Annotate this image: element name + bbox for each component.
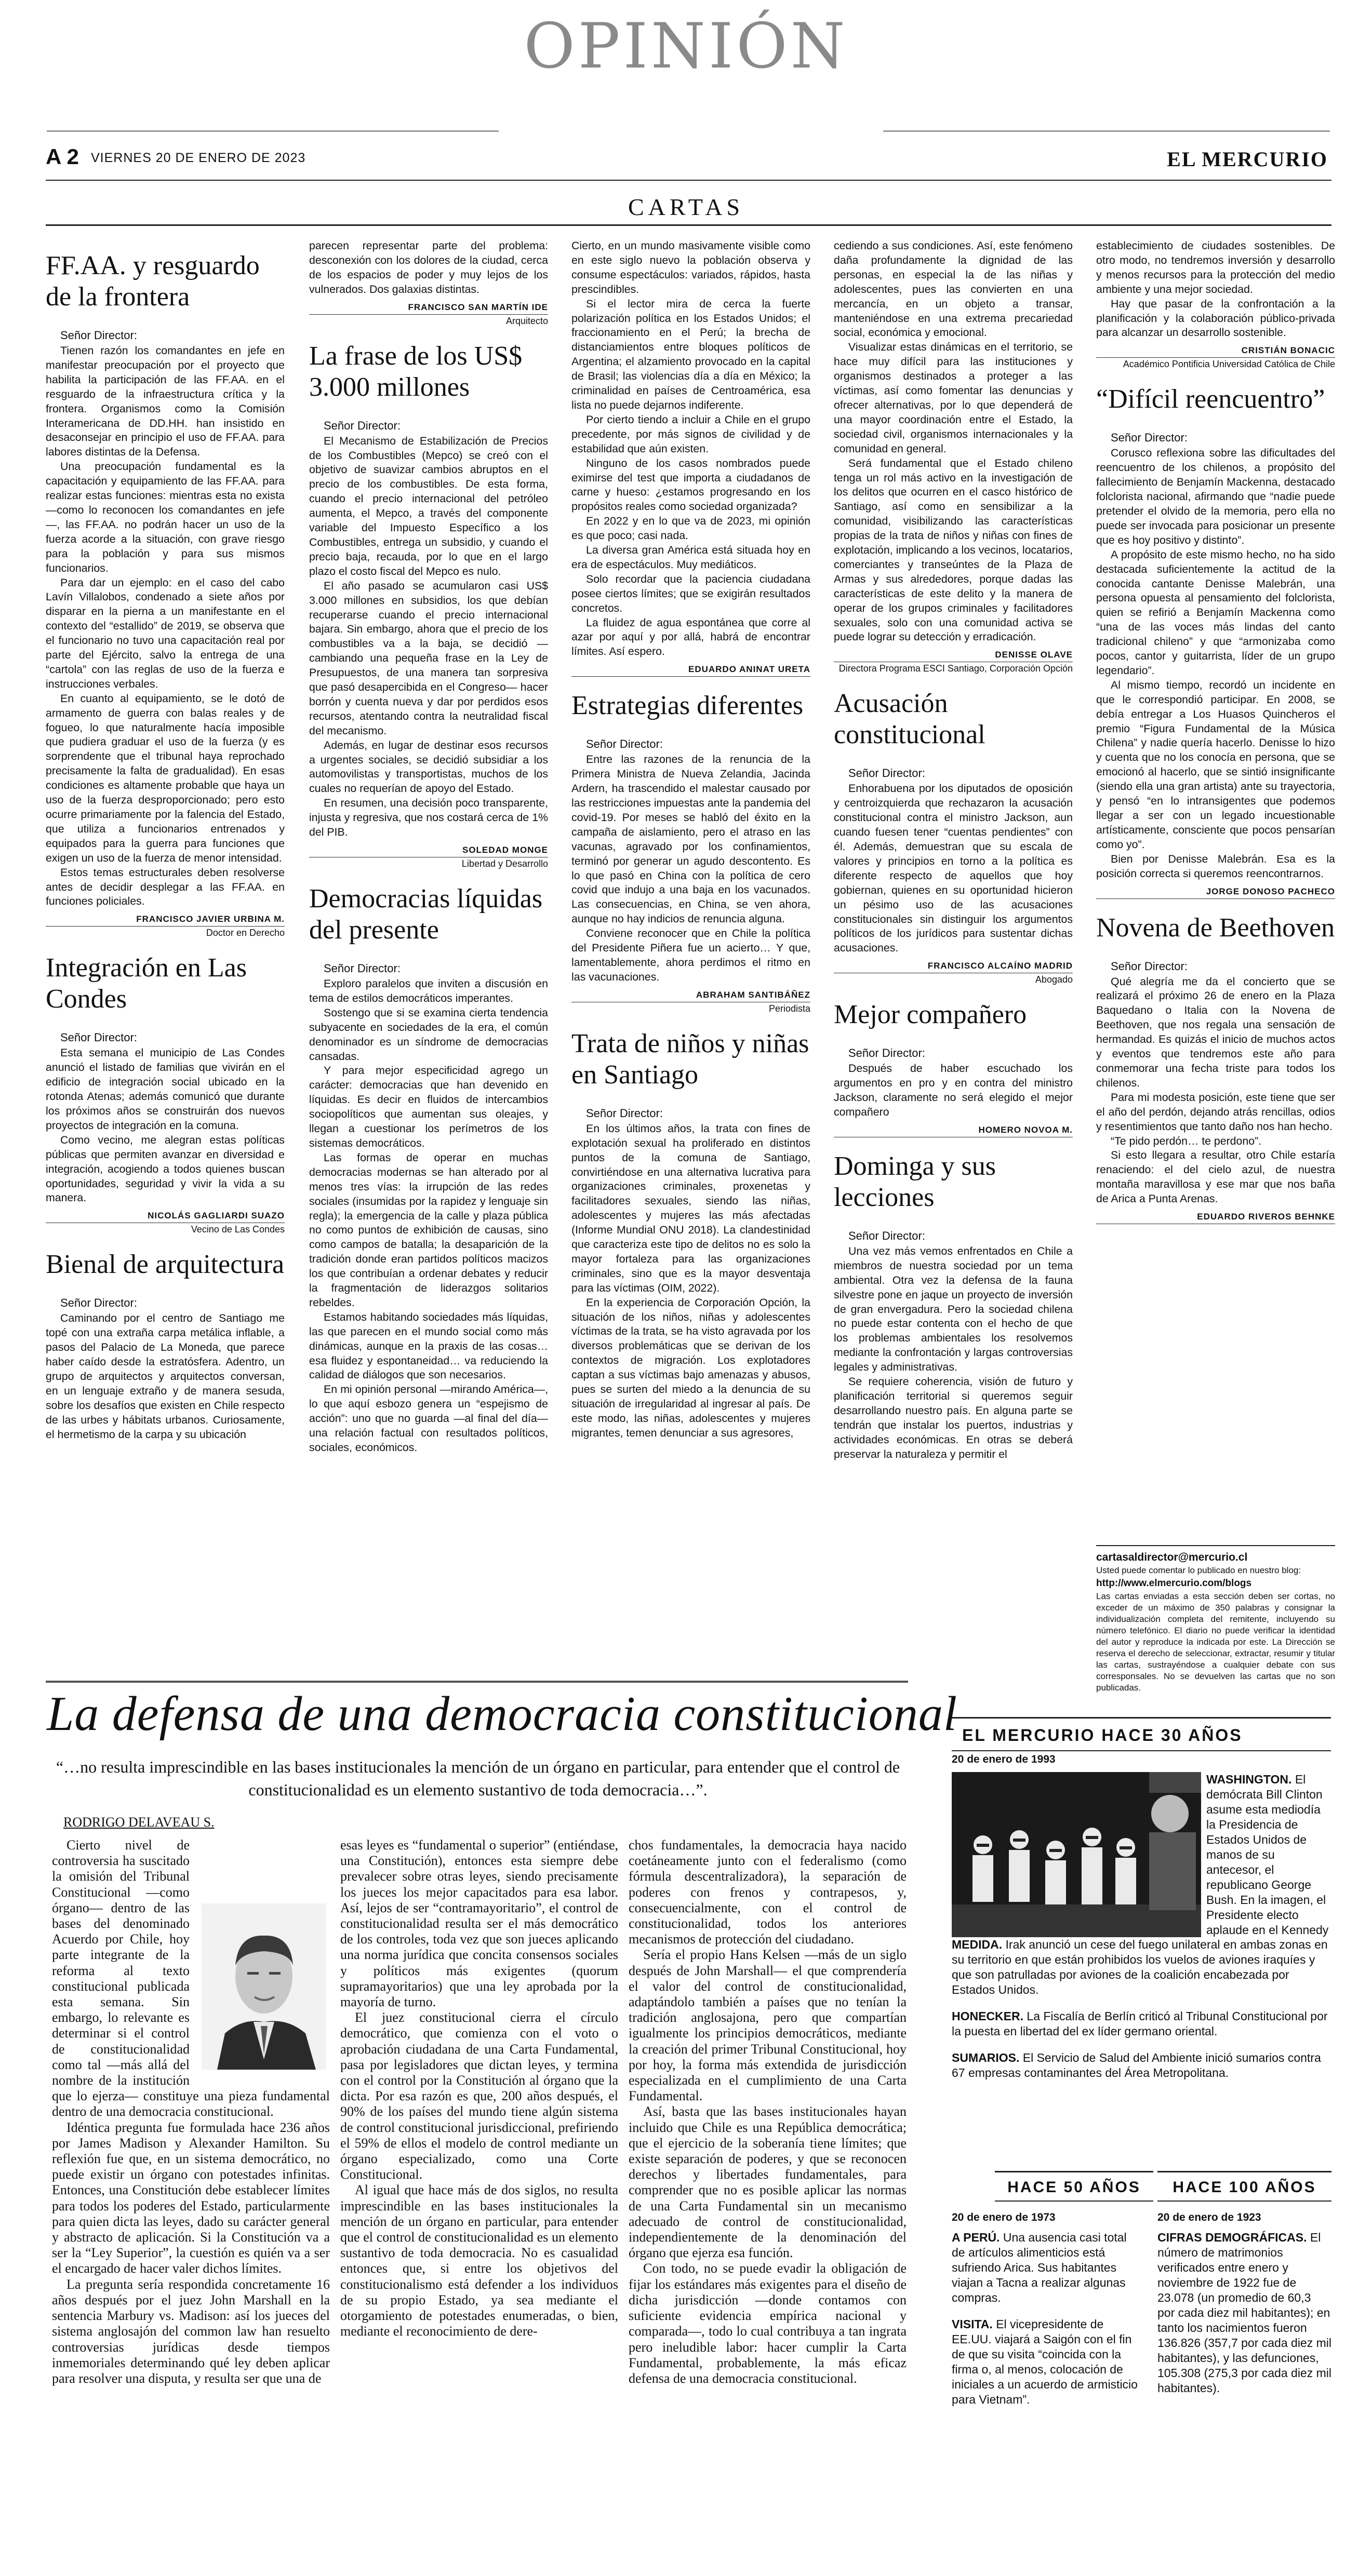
editorial-paragraph: Sería el propio Hans Kelsen —más de un siglo después de John Marshall— el que comprendería el valor del control de constitucionalidad, adaptándolo también a países que no tenían la tradición anglosajona, pero que compartían igualmente los principios democráticos, mediante la creación del primer Tribunal Constitucional, hoy por hoy, la forma más extendida de jurisdicción especializada en el cumplimiento de una Carta Fundamental. [629,1947,907,2104]
letter [834,999,1073,1137]
letter-paragraph: Se requiere coherencia, visión de futuro y planificación territorial si queremos seguir desarrollando nuestro país. En alguna parte se tendrán que instalar los puertos, industrias y actividades económicas. En otras se deberá preservar la naturaleza y permitir el [834,1375,1073,1460]
letter-signature: SOLEDAD MONGE [309,845,548,857]
sidebar-item [1206,1772,1331,1937]
letter-paragraph: Solo recordar que la paciencia ciudadana posee ciertos límites; que se exigirán resultados concretos. [571,572,810,614]
letter-title: “Difícil reencuentro” [1096,384,1325,414]
letter-signature: FRANCISCO JAVIER URBINA M. [46,914,285,927]
section-title: OPINIÓN [524,10,848,83]
editorial-top-rule [46,1681,908,1683]
letter-title: La frase de los US$ 3.000 millones [309,341,523,402]
letter-signature: HOMERO NOVOA M. [834,1125,1073,1137]
letter-paragraph: Hay que pasar de la confrontación a la planificación y la colaboración público-privada para alcanzar un desarrollo sostenible. [1096,297,1335,339]
letter-paragraph: Como vecino, me alegran estas políticas públicas que permiten avanzar en diversidad e integración, acogiendo a todos quienes buscan oportunidades, seguridad y vivir la vida a su manera. [46,1133,285,1204]
letter-paragraph: Tienen razón los comandantes en jefe en manifestar preocupación por el proyecto que habilita la participación de las FF.AA. en el resguardo de la infraestructura crítica y la frontera. Organismos como la Comisión Interamericana de DD.HH. han insistido en desaconsejar en principio el uso de FF.AA. para labores distintas de la Defensa. [46,344,285,459]
editorial-paragraph: Así, basta que las bases institucionales hayan incluido que Chile es una República democrática; que el ejercicio de la soberanía tiene límites; que existe separación de poderes, y que se reconocen derechos y libertades fundamentales, para comprender que no es posible aplicar las normas de una Carta Fundamental sin un mecanismo adecuado de control de constitucionalidad, independientemente de la denominación del órgano que ejerza esa función. [629,2104,907,2261]
letter-author-role: Libertad y Desarrollo [461,858,548,869]
letter [571,1028,810,1441]
letter-title: Novena de Beethoven [1096,913,1335,943]
letter-paragraph: Sostengo que si se examina cierta tendencia subyacente en sociedades de la era, el común denominador es un síndrome de democracias cansadas. [309,1006,548,1063]
letter-paragraph: El año pasado se acumularon casi US$ 3.000 millones en subsidios, los que debían recuperarse cuando el precio internacional bajara. Sin embargo, ahora que el precio de los combustibles va a la baja, se decidió —cambiando una pequeña frase en la Ley de Presupuestos, de una manera tan sorpresiva que pasó desapercibida en el Congreso— hacer borrón y cuenta nueva y dar por perdidos esos recursos, atentando contra la neutralidad fiscal del mecanismo. [309,579,548,737]
letter-title: Estrategias diferentes [571,691,804,721]
letter-paragraph: A propósito de este mismo hecho, no ha sido destacada suficientemente la actitud de la conocida cantante Denisse Malebrán, una persona opuesta al pensamiento del folclorista, quien se refirió a Benjamín Mackenna como “una de las voces más lindas del canto tradicional chileno” y que “armonizaba como pocos, cantor y guitarrista, líder de un grupo legendario”. [1096,548,1335,677]
letter-paragraph: Visualizar estas dinámicas en el territorio, se hace muy difícil para las instituciones y organismos destinados a proteger a las víctimas, así como fomentar las denuncias y ofrecer alternativas, por lo que dependerá de una mayor coordinación entre el Estado, la sociedad civil, organismos internacionales y la comunidad en general. [834,341,1073,455]
letter-paragraph: En cuanto al equipamiento, se le dotó de armamento de guerra con balas reales y de fogueo, lo que naturalmente hacía imposible que pudiera graduar el uso de la fuerza (y es sorprendente que el tribunal haya reprochado precisamente la falta de gradualidad). En esas condiciones es altamente probable que haya un uso de la fuerza desproporcionado; pero esto ocurre primariamente por la falencia del Estado, que utiliza a funcionarios entrenados y equipados para la guerra para funciones que exigen un uso de la fuerza de menor intensidad. [46,692,285,864]
letter-salutation: Señor Director: [324,962,401,975]
letter-paragraph: Caminando por el centro de Santiago me topé con una extraña carpa metálica inflable, a pasos del Palacio de La Moneda, que parece haber caído desde la estratósfera. Adentro, un grupo de arquitectos y arquitectos conversan, en un lenguaje extraño y de manera sesuda, sobre los desafíos que existen en Chile respecto de las urbes y hábitats urbanos. Curiosamente, el hermetismo de la carpa y su ubicación [46,1312,285,1441]
letter-paragraph: En 2022 y en lo que va de 2023, mi opinión es que poco; casi nada. [571,515,810,542]
letter [834,688,1073,986]
letter-title: Democracias líquidas del presente [309,884,543,945]
letter-signature: EDUARDO RIVEROS BEHNKE [1096,1212,1335,1224]
letter-salutation: Señor Director: [60,329,137,342]
submission-rules: Las cartas enviadas a esta sección deben ser cortas, no exceder de un máximo de 350 palabras y consignar la individualización completa del remitente, incluyendo su número telefónico. El diario no puede verificar la identidad del autor y reproduce la indicada por este. La Dirección se reserva el derecho de seleccionar, extractar, resumir y titular las cartas, sustrayéndose a cualquier debate con sus corresponsales. No se devuelven las cartas que no son publicadas. [1096,1591,1335,1693]
editorial-paragraph: Cierto nivel de controversia ha suscitado la omisión del Tribunal Constitucional —como órgano— dentro de las bases del denominado Acuerdo por Chile, hoy parte integrante de la reforma al texto constitucional publicada esta semana. Sin embargo, lo relevante es determinar si el control de constitucionalidad como tal —más allá del nombre de la institución que lo ejerza— constituye una pieza fundamental dentro de una democracia constitucional. [52,1837,330,2119]
sidebar-item [952,1937,1331,1997]
letter-signature: ABRAHAM SANTIBÁÑEZ [571,990,810,1002]
editorial-paragraph: Idéntica pregunta fue formulada hace 236 años por James Madison y Alexander Hamilton. Su reflexión fue que, en un sistema democrático, no puede existir un órgano con potestades infinitas. Entonces, una Constitución debe establecer límites para todos los poderes del Estado, particularmente para quien dicta las leyes, dado su carácter general y abstracto de aplicación. Si la Constitución va a ser la “Ley Superior”, la cuestión es quién va a ser el encargado de hacer valer dichos límites. [52,2119,330,2276]
sidebar-item-key: VISITA. [952,2317,993,2331]
letter-paragraph: En resumen, una decisión poco transparente, injusta y regresiva, que nos costará cerca de 1% del PIB. [309,797,548,839]
letter-paragraph: En mi opinión personal —mirando América—, lo que aquí esbozo genera un “espejismo de acción”: uno que no guarda —al final del día— una relación factual con resultados políticos, sociales, económicos. [309,1383,548,1454]
masthead-rule-left [47,130,499,132]
editorial-author: RODRIGO DELAVEAU S. [63,1815,215,1830]
letter-paragraph: Exploro paralelos que inviten a discusión en tema de estilos democráticos imperantes. [309,977,548,1004]
letter-paragraph: cediendo a sus condiciones. Así, este fenómeno daña profundamente la dignidad de las personas, en especial la de las niñas y adolescentes, pues las convierten en una mercancía, en un objeto a transar, manteniéndose en una extrema precariedad social, económica y emocional. [834,239,1073,339]
sidebar-date-30: 20 de enero de 1993 [952,1753,1056,1765]
blog-url-link[interactable]: http://www.elmercurio.com/blogs [1096,1578,1252,1589]
editorial-paragraph: esas leyes es “fundamental o superior” (entiéndase, una Constitución), entonces esta siempre debe prevalecer sobre otras leyes, siendo precisamente los jueces los mejor capacitados para esa labor. Así, lejos de ser “contramayoritario”, el control de constitucionalidad resulta ser el más democrático de los controles, toda vez que son jueces aplicando una norma jurídica que concita consensos sociales y políticos más exigentes (quorum supramayoritarios) que una ley aprobada por la mayoría de turno. [340,1837,618,2010]
sidebar-date-50: 20 de enero de 1973 [952,2211,1056,2223]
letter-title: Mejor compañero [834,1000,1027,1030]
sidebar-item-text: El número de matrimonios verificados entre enero y noviembre de 1922 fue de 23.078 (un promedio de 60,3 por cada diez mil habitantes); en tanto los nacimientos fueron 136.826 (357,7 por cada diez mil habitantes), y las defunciones, 105.308 (275,3 por cada diez mil habitantes). [1157,2231,1331,2395]
letter-title: Acusación constitucional [834,689,985,750]
sidebar-item [1157,2230,1331,2396]
newspaper-brand: EL MERCURIO [1167,147,1328,171]
letter-title: FF.AA. y resguardo de la frontera [46,251,260,312]
letters-column-3 [571,239,810,1688]
page-number: A 2 [46,144,79,169]
letter [46,250,285,939]
author-portrait [196,1903,326,2070]
letters-column-2 [309,239,548,1688]
letter-salutation: Señor Director: [586,1106,663,1120]
letter [309,883,548,1455]
letter-signature: JORGE DONOSO PACHECO [1096,887,1335,899]
letter-paragraph: Además, en lugar de destinar esos recursos a urgentes sociales, se decidió subsidiar a los automovilistas y transportistas, muchos de los cuales no requerían de apoyo del Estado. [309,739,548,795]
editorial-paragraph: Con todo, no se puede evadir la obligación de fijar los estándares más exigentes para el diseño de dicha jurisdicción —donde contamos con suficiente evidencia empírica nacional y comparada—, todo lo cual contribuya a tan ingrata pero ineludible labor: hacer cumplir la Carta Fundamental, probablemente, la más eficaz defensa de una democracia constitucional. [629,2261,907,2386]
letter-author-role: Arquitecto [505,315,548,326]
letter-paragraph: Esta semana el municipio de Las Condes anunció el listado de familias que vivirán en el edificio de integración social ubicado en la rotonda Atenas; además comunicó que durante los próximos años se construirán dos nuevos proyectos de integración en la comuna. [46,1046,285,1132]
letter-salutation: Señor Director: [60,1031,137,1044]
letter-paragraph: Estos temas estructurales deben resolverse antes de decidir desplegar a las FF.AA. en funciones policiales. [46,866,285,908]
letter-paragraph: Una vez más vemos enfrentados en Chile a miembros de nuestra sociedad por un tema ambiental. Otra vez la defensa de la fauna silvestre pone en jaque un proyecto de inversión de gran envergadura. Pero la sociedad chilena no puede estar contenta con el hecho de que los problemas ambientales los resolvemos mediante la confrontación y largas controversias legales y administrativas. [834,1244,1073,1374]
letter [571,690,810,1015]
cartas-divider [46,224,1331,226]
letter-paragraph: Para dar un ejemplo: en el caso del cabo Lavín Villalobos, condenado a siete años por disparar en la pierna a un manifestante en el contexto del “estallido” de 2019, se observa que el funcionario no tuvo una capacitación real por parte del Ejército, salvo la entrega de una “cartola” con las reglas de uso de la fuerza e instrucciones verbales. [46,576,285,690]
letter-author-role: Doctor en Derecho [206,928,285,938]
editorial-paragraph: El juez constitucional cierra el círculo democrático, que comienza con el voto o aprobación ciudadana de una Carta Fundamental, pasa por legisladores que dictan leyes, y termina con el control por la Constitución al órgano que la dicta. Por esa razón es que, 200 años después, el 90% de los países del mundo tiene algún sistema de control constitucional jurisdiccional, prefiriendo el 59% de ellos el modelo de control mediante un órgano especializado, como una Corte Constitucional. [340,2010,618,2182]
letters-column-1 [46,239,285,1688]
letter-paragraph: La fluidez de agua espontánea que corre al azar por aquí y por allá, habrá de encontrar límites. Así espero. [571,616,810,658]
sidebar-item-text: Irak anunció un cese del fuego unilateral en ambas zonas en su territorio en que están prohibidos los vuelos de aviones iraquíes y que son patrulladas por aviones de la coalición encabezada por Estados Unidos. [952,1938,1328,1996]
sidebar-item [952,2009,1331,2039]
masthead-rule-right [883,130,1330,132]
letter-signature: NICOLÁS GAGLIARDI SUAZO [46,1211,285,1223]
letter-paragraph: Una preocupación fundamental es la capacitación y equipamiento de las FF.AA. para realizar estas funciones: mientras esta no exista —como lo reconocen los comandantes en jefe—, las FF.AA. no podrán hacer un uso de la fuerza acorde a la situación, con grave riesgo para la población y para sus mismos funcionarios. [46,460,285,574]
letter-salutation: Señor Director: [848,767,925,780]
letter-signature: FRANCISCO ALCAÍNO MADRID [834,961,1073,973]
letter [834,1151,1073,1462]
sidebar-item [952,2050,1331,2081]
letter-author-role: Periodista [768,1003,810,1014]
editor-email-link[interactable]: cartasaldirector@mercurio.cl [1096,1551,1248,1563]
sidebar-100-text [1157,2230,1331,2407]
letter-paragraph: Si esto llegara a resultar, otro Chile estaría renaciendo: el del cielo azul, de nuestra montaña maravillosa y ese mar que nos baña de Arica a Punta Arenas. [1096,1149,1335,1205]
subsection-title: CARTAS [628,194,744,220]
letter-paragraph: Si el lector mira de cerca la fuerte polarización política en los Estados Unidos; el fraccionamiento en el Perú; la brecha de distanciamientos entre bloques políticos de Argentina; el alzamiento provocado en la capital de Brasil; las violencias día a día en México; la criminalidad en países de Centroamérica, esa lista no puede dejarnos indiferente. [571,297,810,411]
letter-paragraph: El Mecanismo de Estabilización de Precios de los Combustibles (Mepco) se creó con el objetivo de suavizar cambios abruptos en el precio de los combustibles. De esta forma, cuando el precio internacional del petróleo aumenta, el Mepco, a través del componente variable del Impuesto Específico a los Combustibles, entrega un subsidio, y cuando el precio baja, recauda, por lo que en el largo plazo el costo fiscal del Mepco es nulo. [309,434,548,578]
sidebar-30-text [952,1772,1331,2079]
sidebar-item-key: HONECKER. [952,2009,1024,2023]
sidebar-item-key: WASHINGTON. [1206,1773,1292,1786]
letter-paragraph: establecimiento de ciudades sostenibles. De otro modo, no tendremos inversión y desarrollo y menos recursos para la protección del medio ambiente y una mejor sociedad. [1096,239,1335,296]
letter-paragraph: Corusco reflexiona sobre las dificultades del reencuentro de los chilenos, a propósito del fallecimiento de Benjamín Mackenna, destacado folclorista nacional, afirmando que “nadie puede pretender el olvido de la memoria, pero ella no puede ser invocada para posicionar un presente que es hoy positivo y distinto”. [1096,447,1335,546]
editorial-pull-quote: “…no resulta imprescindible en las bases institucionales la mención de un órgano en particular, para entender que el control de constitucionalidad es un elemento sustantivo de toda democracia…”. [56,1757,900,1799]
letters-column-4 [834,239,1073,1688]
editorial-column-2 [340,1837,618,2544]
letter-paragraph: Para mi modesta posición, este tiene que ser el año del perdón, dejando atrás rencillas, odios y resentimientos que tanto daño nos han hecho. [1096,1091,1335,1133]
letter-paragraph: Conviene reconocer que en Chile la política del Presidente Piñera fue un acierto… Y que, lamentablemente, ahora perdimos el ritmo en las vacunaciones. [571,927,810,983]
letters-column-5 [1096,239,1335,1537]
letter [571,239,810,677]
sidebar-item [952,2317,1139,2407]
letter-signature: DENISSE OLAVE [834,650,1073,662]
blog-note: Usted puede comentar lo publicado en nuestro blog: [1096,1565,1301,1575]
letter-author-role: Académico Pontificia Universidad Católica de Chile [1123,359,1335,370]
letter-paragraph: Al mismo tiempo, recordó un incidente en que le correspondió participar. En 2008, se debía entregar a Los Huasos Quincheros el premio “Figura Fundamental de la Música Chilena” y nadie quería hacerlo. Denisse lo hizo y cuenta que no los conocía en persona, que se emocionó al hacerlo, que se sintió insignificante (siendo ella una gran artista) ante su trayectoria, y pensó “en lo intransigentes que podemos llegar a ser con un legado incuestionable artísticamente, consciente que pocos pensarían como yo”. [1096,678,1335,851]
hace-50-header: HACE 50 AÑOS [995,2171,1153,2202]
letter-paragraph: Después de haber escuchado los argumentos en pro y en contra del ministro Jackson, claramente no será elegido el mejor compañero [834,1062,1073,1118]
letter-salutation: Señor Director: [848,1046,925,1060]
letter-paragraph: “Te pido perdón… te perdono”. [1111,1134,1262,1147]
page-date: VIERNES 20 DE ENERO DE 2023 [91,151,306,165]
editorial-paragraph: La pregunta sería respondida concretamente 16 años después por el juez John Marshall en la sentencia Marbury vs. Madison: así los jueces del sistema anglosajón del common law han resuelto controversias jurídicas desde tiempos inmemoriales determinando qué ley deben aplicar para resolver una disputa, y resulta ser que una de [52,2276,330,2386]
letter-paragraph: Estamos habitando sociedades más líquidas, las que parecen en el mundo social como más dinámicas, aunque en la praxis de las cosas… esa fluidez y espontaneidad… va reduciendo la calidad de diálogos que son necesarios. [309,1310,548,1381]
editorial-paragraph: chos fundamentales, la democracia haya nacido coetáneamente junto con el federalismo (como fórmula descentralizadora), la separación de poderes con frenos y contrapesos, y, consecuencialmente, con el control de constitucionalidad, todos los anteriores mecanismos de protección del ciudadano. [629,1837,907,1947]
letter-paragraph: Será fundamental que el Estado chileno tenga un rol más activo en la investigación de los delitos que ocurren en el casco histórico de Santiago, así como en sensibilizar a la comunidad, visibilizando las características propias de la trata de niños y niñas con fines de explotación, implicando a los vecinos, locatarios, comerciantes y transeúntes de la Plaza de Armas y sus alrededores, porque dadas las características de este delito y la manera de operar de los grupos criminales y facilitadores sexuales, solo con una comunidad activa se puede lograr su detección y erradicación. [834,457,1073,643]
letter-paragraph: La diversa gran América está situada hoy en era de espectáculos. Muy mediáticos. [571,544,810,571]
sidebar-item-text: El vicepresidente de EE.UU. viajará a Saigón con el fin de que su visita “coincida con la firma o, al menos, colocación de iniciales a un acuerdo de armisticio para Vietnam”. [952,2317,1138,2406]
editorial-title: La defensa de una democracia constitucional [47,1687,957,1741]
letter-title: Trata de niños y niñas en Santiago [571,1028,809,1090]
sidebar-item-key: MEDIDA. [952,1938,1003,1951]
letter-salutation: Señor Director: [586,737,663,751]
letter-title: Bienal de arquitectura [46,1250,285,1280]
letter-paragraph: Enhorabuena por los diputados de oposición y centroizquierda que rechazaron la acusación constitucional contra el ministro Jackson, aun cuando fuesen tener “cuentas pendientes” con él. Además, demuestran que su escala de valores y principios en torno a la política es diferente respecto de aquellos que hoy gobiernan, quienes en su oportunidad hicieron un pésimo uso de las acusaciones constitucionales sin distinguir los argumentos políticos de los jurídicos para sustentar dichas acusaciones. [834,782,1073,955]
sidebar-50-text [952,2230,1139,2419]
sidebar-header: EL MERCURIO HACE 30 AÑOS [952,1717,1331,1751]
letter-signature: EDUARDO ANINAT URETA [571,664,810,677]
letter-salutation: Señor Director: [324,419,401,432]
sidebar-item-key: SUMARIOS. [952,2051,1020,2064]
letter-paragraph: parecen representar parte del problema: desconexión con los dolores de la ciudad, cerca de los espacios de poder y muy lejos de los vulnerados. Dos galaxias distintas. [309,239,548,296]
letter-author-role: Vecino de Las Condes [191,1224,285,1235]
letter [46,952,285,1236]
sidebar-item-key: A PERÚ. [952,2231,1000,2244]
letter [309,239,548,327]
letter-salutation: Señor Director: [848,1229,925,1242]
letter-author-role: Abogado [1035,974,1073,985]
editorial-paragraph: Al igual que hace más de dos siglos, no resulta imprescindible en las bases institucionales la mención de un órgano en particular, para entender que el control de constitucionalidad es un elemento sustantivo de toda democracia. No es casualidad entonces que, si entre los objetivos del constitucionalismo está defender a los individuos de su propio Estado, ya sea mediante el otorgamiento de potestades enumeradas, o bien, mediante el reconocimiento de dere- [340,2182,618,2339]
sidebar-item-text: La Fiscalía de Berlín criticó al Tribunal Constitucional por la puesta en libertad del ex líder germano oriental. [952,2009,1328,2038]
letter-paragraph: Entre las razones de la renuncia de la Primera Ministra de Nueva Zelandia, Jacinda Ardern, ha trascendido el malestar causado por las restricciones impuestas ante la pandemia del covid-19. Por meses se habló del éxito en la campaña de aislamiento, pero el atraso en las vacunas, agravado por los confinamientos, terminó por generar un agudo descontento. Es lo que pasó en China con la política de cero covid que indujo a una baja en los vacunados. Las consecuencias, en China, se ven ahora, aunque no hay indicios de renuncia alguna. [571,753,810,925]
sidebar-item [952,2230,1139,2305]
editorial-column-3 [629,1837,907,2544]
letter-title: Integración en Las Condes [46,953,247,1014]
sidebar-item-text: Una ausencia casi total de artículos alimenticios está sufriendo Arica. Sus habitantes viajan a Tacna a realizar algunas compras. [952,2231,1127,2304]
letter [1096,239,1335,370]
letter-paragraph: En los últimos años, la trata con fines de explotación sexual ha proliferado en distintos puntos de la comuna de Santiago, convirtiéndose en una alternativa lucrativa para organizaciones criminales, proxenetas y facilitadores sexuales, siendo las niñas, adolescentes y mujeres las más afectadas (Informe Mundial ONU 2018). La clandestinidad que caracteriza este tipo de delitos no es solo la mayor fortaleza para las organizaciones criminales, sino que es la mayor desventaja para las víctimas (OIM, 2022). [571,1122,810,1294]
letter-paragraph: Bien por Denisse Malebrán. Esa es la posición correcta si queremos reencontrarnos. [1096,852,1335,880]
letter-salutation: Señor Director: [60,1296,137,1310]
letter-salutation: Señor Director: [1111,959,1188,973]
letter-paragraph: Y para mejor especificidad agrego un carácter: democracias que han devenido en líquidas. Es decir en fluidos de intercambios sociopolíticos que aumentan sus oleajes, y llegan a cuestionar los perímetros de los sistemas democráticos. [309,1064,548,1149]
letter-signature: CRISTIÁN BONACIC [1096,345,1335,358]
sidebar-item-text: El Servicio de Salud del Ambiente inició sumarios contra 67 empresas contaminantes del Área Metropolitana. [952,2051,1321,2079]
letter-paragraph: Ninguno de los casos nombrados puede eximirse del test que importa a ciudadanos de carne y hueso: ¿estamos progresando en los propósitos reales como sociedad organizada? [571,457,810,513]
letter [1096,913,1335,1225]
sidebar-date-100: 20 de enero de 1923 [1157,2211,1261,2223]
letter-author-role: Directora Programa ESCI Santiago, Corporación Opción [838,663,1073,674]
letter [834,239,1073,675]
letter [309,341,548,870]
letter-signature: FRANCISCO SAN MARTÍN IDE [309,302,548,315]
letter-paragraph: Qué alegría me da el concierto que se realizará el próximo 26 de enero en la Plaza Baquedano o Italia con la Novena de Beethoven, que nos regala una sensación de hermandad. Es quizás el inicio de muchos actos y eventos que tendremos este año para conmemorar una fecha triste para todos los chilenos. [1096,975,1335,1089]
letter-paragraph: Las formas de operar en muchas democracias modernas se han alterado por al menos tres vías: la irrupción de las redes sociales (insumidas por la rapidez y lenguaje sin regla); la emergencia de la calle y plaza pública no como puntos de exhibición de causas, sino como campos de batalla; la desaparición de la tradición donde eran partidos políticos macizos los que contribuían a ordenar debates y reducir la fragmentación de liderazgos solitarios rebeldes. [309,1151,548,1309]
sidebar-item-text: El demócrata Bill Clinton asume esta mediodía la Presidencia de Estados Unidos de manos de su antecesor, el republicano George Bush. En la imagen, el Presidente electo aplaude en el Kennedy [1206,1773,1329,1937]
editor-contact-box [1096,1545,1335,1694]
letter-paragraph: En la experiencia de Corporación Opción, la situación de los niños, niñas y adolescentes víctimas de la trata, se ha visto agravada por los diversos problemáticas que se derivan de los contextos de migración. Los explotadores captan a sus víctimas bajo amenazas y abusos, pues se surten del miedo a la denuncia de su situación de irregularidad al ingresar al país. De este modo, las niñas, adolescentes y mujeres migrantes, temen denunciar a sus agresores, [571,1296,810,1439]
letter-salutation: Señor Director: [1111,431,1188,445]
letter-paragraph: Cierto, en un mundo masivamente visible como en este siglo nuevo la población observa y consume espectáculos: variados, rápidos, hasta prescindibles. [571,239,810,296]
letter-paragraph: Por cierto tiendo a incluir a Chile en el grupo precedente, por más signos de civilidad y de estabilidad que aún existen. [571,413,810,455]
hace-100-header: HACE 100 AÑOS [1157,2171,1331,2202]
sidebar-item-key: CIFRAS DEMOGRÁFICAS. [1157,2231,1307,2244]
masthead-divider [46,180,1331,181]
letter [46,1249,285,1442]
letter-title: Dominga y sus lecciones [834,1151,996,1212]
letter [1096,384,1335,898]
